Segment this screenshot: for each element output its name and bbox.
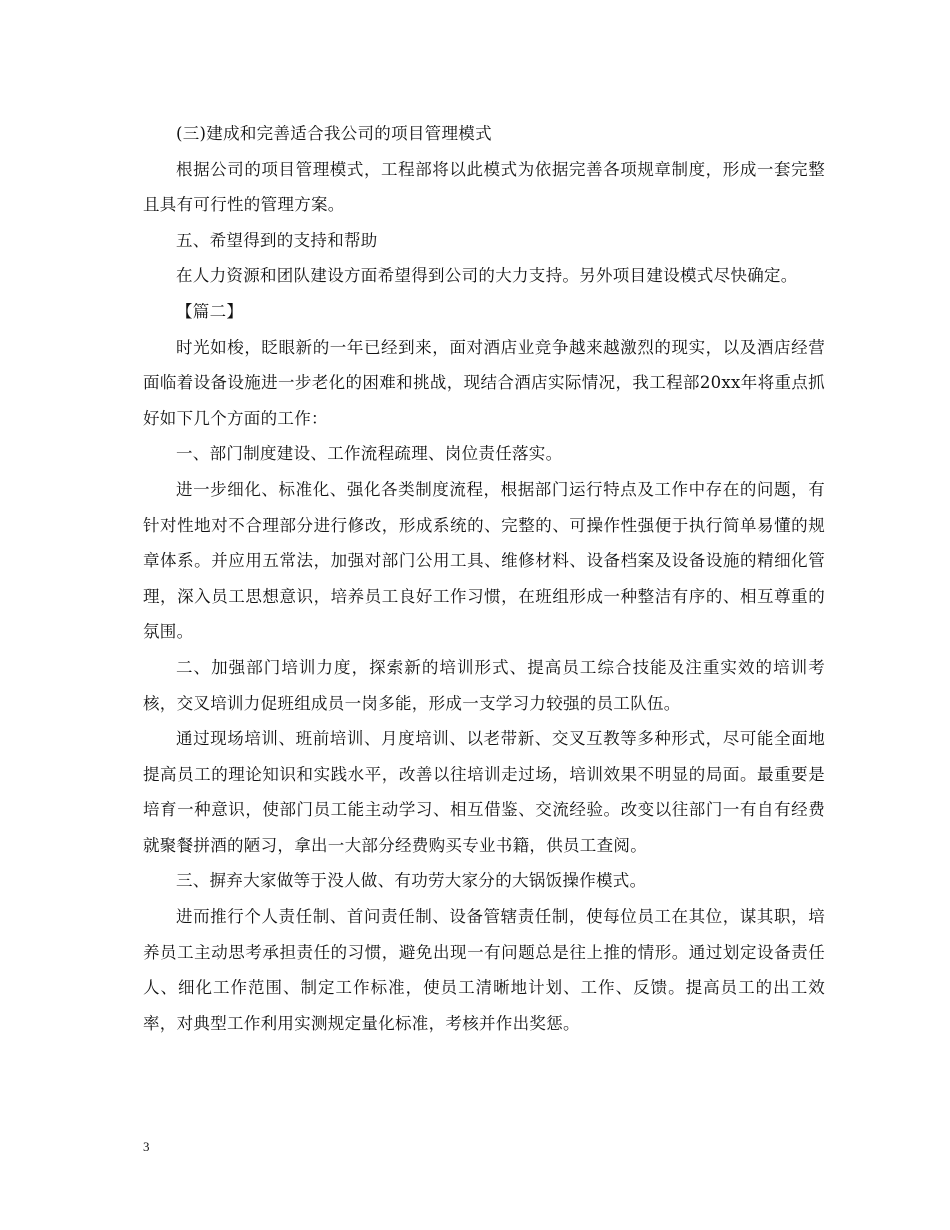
section-heading-responsibility: 三、摒弃大家做等于没人做、有功劳大家分的大锅饭操作模式。 [176,871,647,891]
section-heading-support-needed: 五、希望得到的支持和帮助 [176,230,378,250]
document-body [143,116,825,1041]
section-heading-training: 二、加强部门培训力度，探索新的培训形式、提高员工综合技能及注重实效的培训考核，交叉培训力促班组成员一岗多能，形成一支学习力较强的员工队伍。 [143,657,825,713]
section-heading-project-management-mode: (三)建成和完善适合我公司的项目管理模式 [176,124,492,143]
paragraph-support-needed: 在人力资源和团队建设方面希望得到公司的大力支持。另外项目建设模式尽快确定。 [176,266,798,286]
section-heading-dept-system: 一、部门制度建设、工作流程疏理、岗位责任落实。 [176,444,563,464]
paragraph-responsibility: 进而推行个人责任制、首问责任制、设备管辖责任制，使每位员工在其位，谋其职，培养员工主动思考承担责任的习惯，避免出现一有问题总是往上推的情形。通过划定设备责任人、细化工作范围、制定工作标准，使员工清晰地计划、工作、反馈。提高员工的出工效率，对典型工作利用实测规定量化标准，考核并作出奖惩。 [143,907,825,1033]
page-number: 3 [143,1139,150,1154]
paragraph-project-management: 根据公司的项目管理模式，工程部将以此模式为依据完善各项规章制度，形成一套完整且具有可行性的管理方案。 [143,159,825,215]
paragraph-dept-system: 进一步细化、标准化、强化各类制度流程，根据部门运行特点及工作中存在的问题，有针对性地对不合理部分进行修改，形成系统的、完整的、可操作性强便于执行简单易懂的规章体系。并应用五常法，加强对部门公用工具、维修材料、设备档案及设备设施的精细化管理，深入员工思想意识，培养员工良好工作习惯，在班组形成一种整洁有序的、相互尊重的氛围。 [143,479,825,642]
paragraph-training: 通过现场培训、班前培训、月度培训、以老带新、交叉互教等多种形式，尽可能全面地提高员工的理论知识和实践水平，改善以往培训走过场，培训效果不明显的局面。最重要是培育一种意识，使部门员工能主动学习、相互借鉴、交流经验。改变以往部门一有自有经费就聚餐拼酒的陋习，拿出一大部分经费购买专业书籍，供员工查阅。 [143,729,825,855]
paragraph-intro: 时光如梭，眨眼新的一年已经到来，面对酒店业竞争越来越激烈的现实，以及酒店经营面临着设备设施进一步老化的困难和挑战，现结合酒店实际情况，我工程部20xx年将重点抓好如下几个方面的工作： [143,337,825,428]
section-heading-part-two: 【篇二】 [176,301,244,321]
